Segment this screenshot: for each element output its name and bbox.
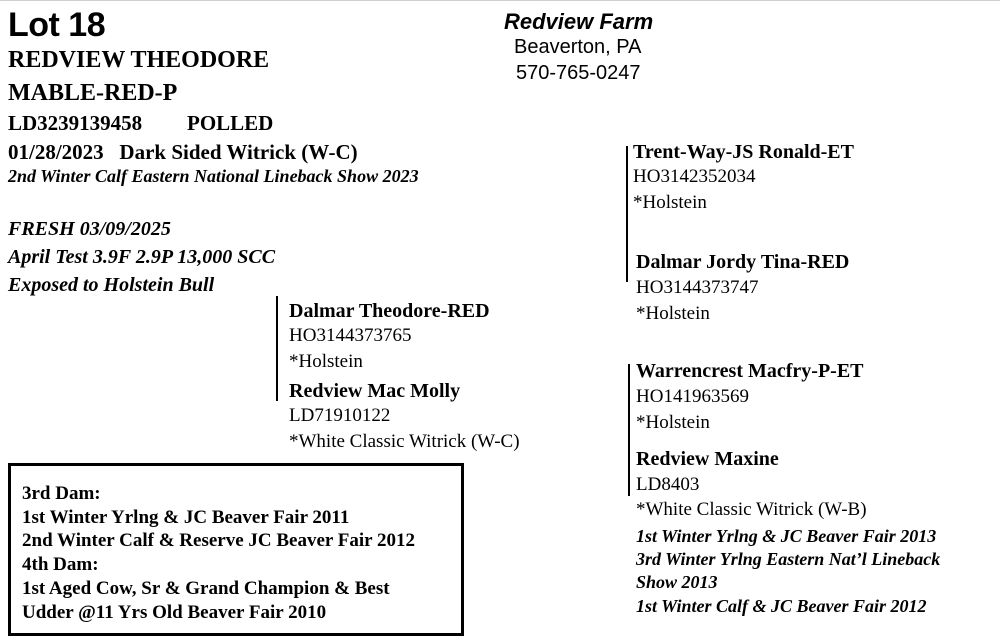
third-dam-record-1: 1st Winter Yrlng & JC Beaver Fair 2011 xyxy=(22,507,350,528)
third-dam-record-2: 2nd Winter Calf & Reserve JC Beaver Fair 2012 xyxy=(22,530,415,551)
dam-registration: LD71910122 xyxy=(289,405,391,426)
registration-number: LD3239139458 xyxy=(8,111,143,135)
pedigree-bracket-sire-side xyxy=(626,146,628,282)
dam-dam-award-2-cont: Show 2013 xyxy=(636,572,718,592)
sire-sire-registration: HO3142352034 xyxy=(633,166,756,187)
farm-phone: 570-765-0247 xyxy=(516,62,641,84)
show-award: 2nd Winter Calf Eastern National Lineback Show 2023 xyxy=(8,166,419,186)
polled-status: POLLED xyxy=(187,111,274,135)
farm-location: Beaverton, PA xyxy=(514,36,642,58)
dam-name: Redview Mac Molly xyxy=(289,380,461,402)
farm-name: Redview Farm xyxy=(504,9,654,34)
dam-dam-award-1: 1st Winter Yrlng & JC Beaver Fair 2013 xyxy=(636,526,937,546)
dam-dam-award-2: 3rd Winter Yrlng Eastern Nat’l Lineback xyxy=(636,549,941,569)
sire-name: Dalmar Theodore-RED xyxy=(289,300,490,322)
animal-tag: MABLE-RED-P xyxy=(8,80,178,106)
top-border-line xyxy=(0,0,1000,1)
dam-dam-name: Redview Maxine xyxy=(636,448,779,470)
birth-date-and-class: 01/28/2023 Dark Sided Witrick (W-C) xyxy=(8,140,358,164)
sire-dam-name: Dalmar Jordy Tina-RED xyxy=(636,251,850,273)
milk-test: April Test 3.9F 2.9P 13,000 SCC xyxy=(8,246,276,268)
dam-dam-breed: *White Classic Witrick (W-B) xyxy=(636,499,867,520)
dam-breed: *White Classic Witrick (W-C) xyxy=(289,431,520,452)
sire-sire-name: Trent-Way-JS Ronald-ET xyxy=(633,141,854,163)
fourth-dam-label: 4th Dam: xyxy=(22,554,99,575)
sire-sire-breed: *Holstein xyxy=(633,192,707,213)
ancestor-dams-box xyxy=(8,463,464,636)
pedigree-bracket-parents xyxy=(276,296,278,401)
dam-sire-registration: HO141963569 xyxy=(636,386,749,407)
dam-dam-award-3: 1st Winter Calf & JC Beaver Fair 2012 xyxy=(636,596,927,616)
sire-breed: *Holstein xyxy=(289,351,363,372)
fourth-dam-record-2: Udder @11 Yrs Old Beaver Fair 2010 xyxy=(22,602,327,623)
fresh-date: FRESH 03/09/2025 xyxy=(8,218,171,240)
pedigree-bracket-dam-side xyxy=(628,364,630,496)
sire-registration: HO3144373765 xyxy=(289,325,412,346)
sire-dam-registration: HO3144373747 xyxy=(636,277,759,298)
dam-sire-name: Warrencrest Macfry-P-ET xyxy=(636,360,864,382)
animal-name: REDVIEW THEODORE xyxy=(8,47,270,73)
dam-sire-breed: *Holstein xyxy=(636,412,710,433)
dam-dam-registration: LD8403 xyxy=(636,474,700,495)
fourth-dam-record-1: 1st Aged Cow, Sr & Grand Champion & Best xyxy=(22,578,390,599)
sire-dam-breed: *Holstein xyxy=(636,303,710,324)
lot-number: Lot 18 xyxy=(8,6,106,44)
breeding-status: Exposed to Holstein Bull xyxy=(8,274,215,296)
third-dam-label: 3rd Dam: xyxy=(22,483,101,504)
